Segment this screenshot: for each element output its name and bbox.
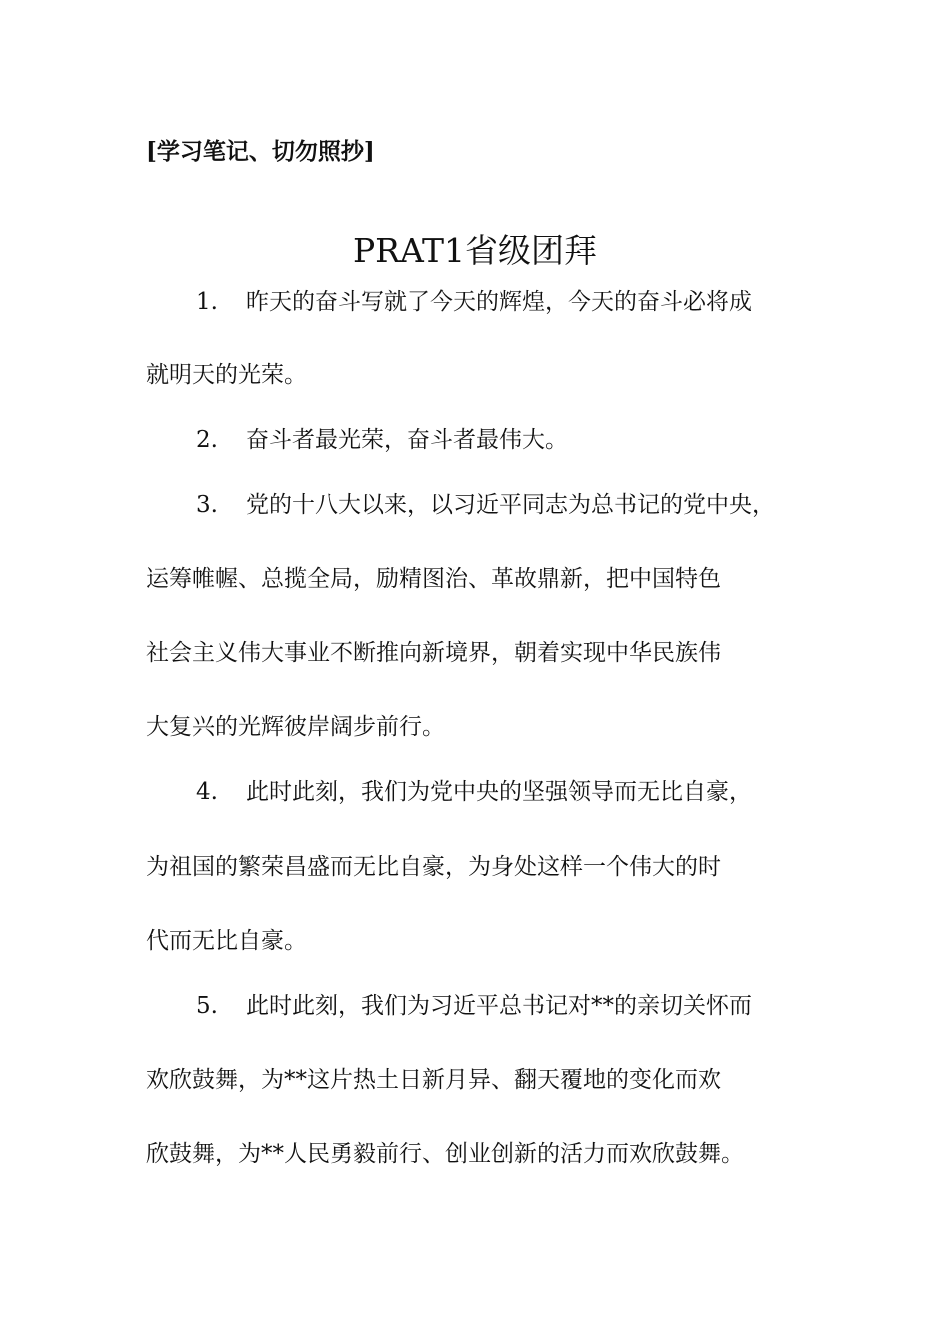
item-4-first-line <box>196 776 752 808</box>
item-3-first-line <box>196 489 775 521</box>
paragraph-line: 代而无比自豪。 <box>146 928 307 954</box>
paragraph-line: 此时此刻，我们为党中央的坚强领导而无比自豪， <box>246 779 752 805</box>
item-2-first-line <box>196 424 568 456</box>
item-number: 4. <box>196 779 218 805</box>
item-5-first-line <box>196 990 752 1022</box>
item-number: 2. <box>196 427 218 453</box>
item-1-first-line <box>196 286 752 318</box>
paragraph-line: 就明天的光荣。 <box>146 362 307 388</box>
study-note-header: [学习笔记、切勿照抄] <box>146 138 375 165</box>
paragraph-line: 奋斗者最光荣，奋斗者最伟大。 <box>246 427 568 453</box>
paragraph-line: 欣鼓舞，为**人民勇毅前行、创业创新的活力而欢欣鼓舞。 <box>146 1141 744 1167</box>
paragraph-line: 昨天的奋斗写就了今天的辉煌，今天的奋斗必将成 <box>246 289 752 315</box>
paragraph-line: 党的十八大以来，以习近平同志为总书记的党中央， <box>246 492 775 518</box>
paragraph-line: 欢欣鼓舞，为**这片热土日新月异、翻天覆地的变化而欢 <box>146 1067 721 1093</box>
paragraph-line: 此时此刻，我们为习近平总书记对**的亲切关怀而 <box>246 993 752 1019</box>
item-number: 5. <box>196 993 218 1019</box>
item-number: 1. <box>196 289 218 315</box>
item-number: 3. <box>196 492 218 518</box>
paragraph-line: 大复兴的光辉彼岸阔步前行。 <box>146 714 445 740</box>
paragraph-line: 运筹帷幄、总揽全局，励精图治、革故鼎新，把中国特色 <box>146 566 721 592</box>
paragraph-line: 为祖国的繁荣昌盛而无比自豪，为身处这样一个伟大的时 <box>146 854 721 880</box>
paragraph-line: 社会主义伟大事业不断推向新境界，朝着实现中华民族伟 <box>146 640 721 666</box>
document-title: PRAT1省级团拜 <box>352 231 598 270</box>
